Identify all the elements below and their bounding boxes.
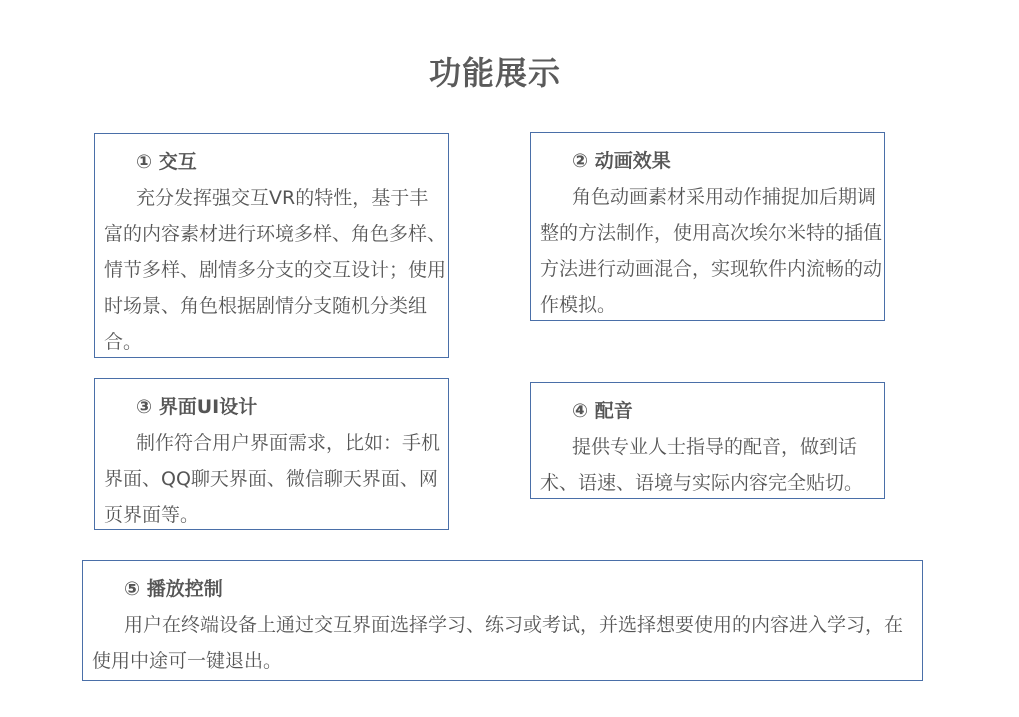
feature-card-title: ⑤ 播放控制 <box>124 578 223 600</box>
feature-card-interaction <box>94 133 449 358</box>
feature-card-playback-control <box>82 560 923 681</box>
feature-card-voiceover <box>530 382 885 499</box>
feature-card-title: ④ 配音 <box>572 400 633 422</box>
page-title: 功能展示 <box>428 54 561 92</box>
feature-card-description: 角色动画素材采用动作捕捉加后期调整的方法制作，使用高次埃尔米特的插值方法进行动画混合，实现软件内流畅的动作模拟。 <box>540 186 883 316</box>
feature-card-title: ③ 界面UI设计 <box>136 396 258 418</box>
feature-card-description: 提供专业人士指导的配音，做到话术、语速、语境与实际内容完全贴切。 <box>540 436 864 494</box>
feature-card-description: 用户在终端设备上通过交互界面选择学习、练习或考试，并选择想要使用的内容进入学习，在使用中途可一键退出。 <box>92 614 904 672</box>
feature-card-description: 制作符合用户界面需求，比如：手机界面、QQ聊天界面、微信聊天界面、网页界面等。 <box>104 432 441 526</box>
feature-card-description: 充分发挥强交互VR的特性，基于丰富的内容素材进行环境多样、角色多样、情节多样、剧情多分支的交互设计；使用时场景、角色根据剧情分支随机分类组合。 <box>104 187 447 353</box>
feature-card-title: ① 交互 <box>136 151 197 173</box>
feature-card-animation <box>530 132 885 321</box>
feature-card-ui-design <box>94 378 449 530</box>
feature-card-title: ② 动画效果 <box>572 150 671 172</box>
